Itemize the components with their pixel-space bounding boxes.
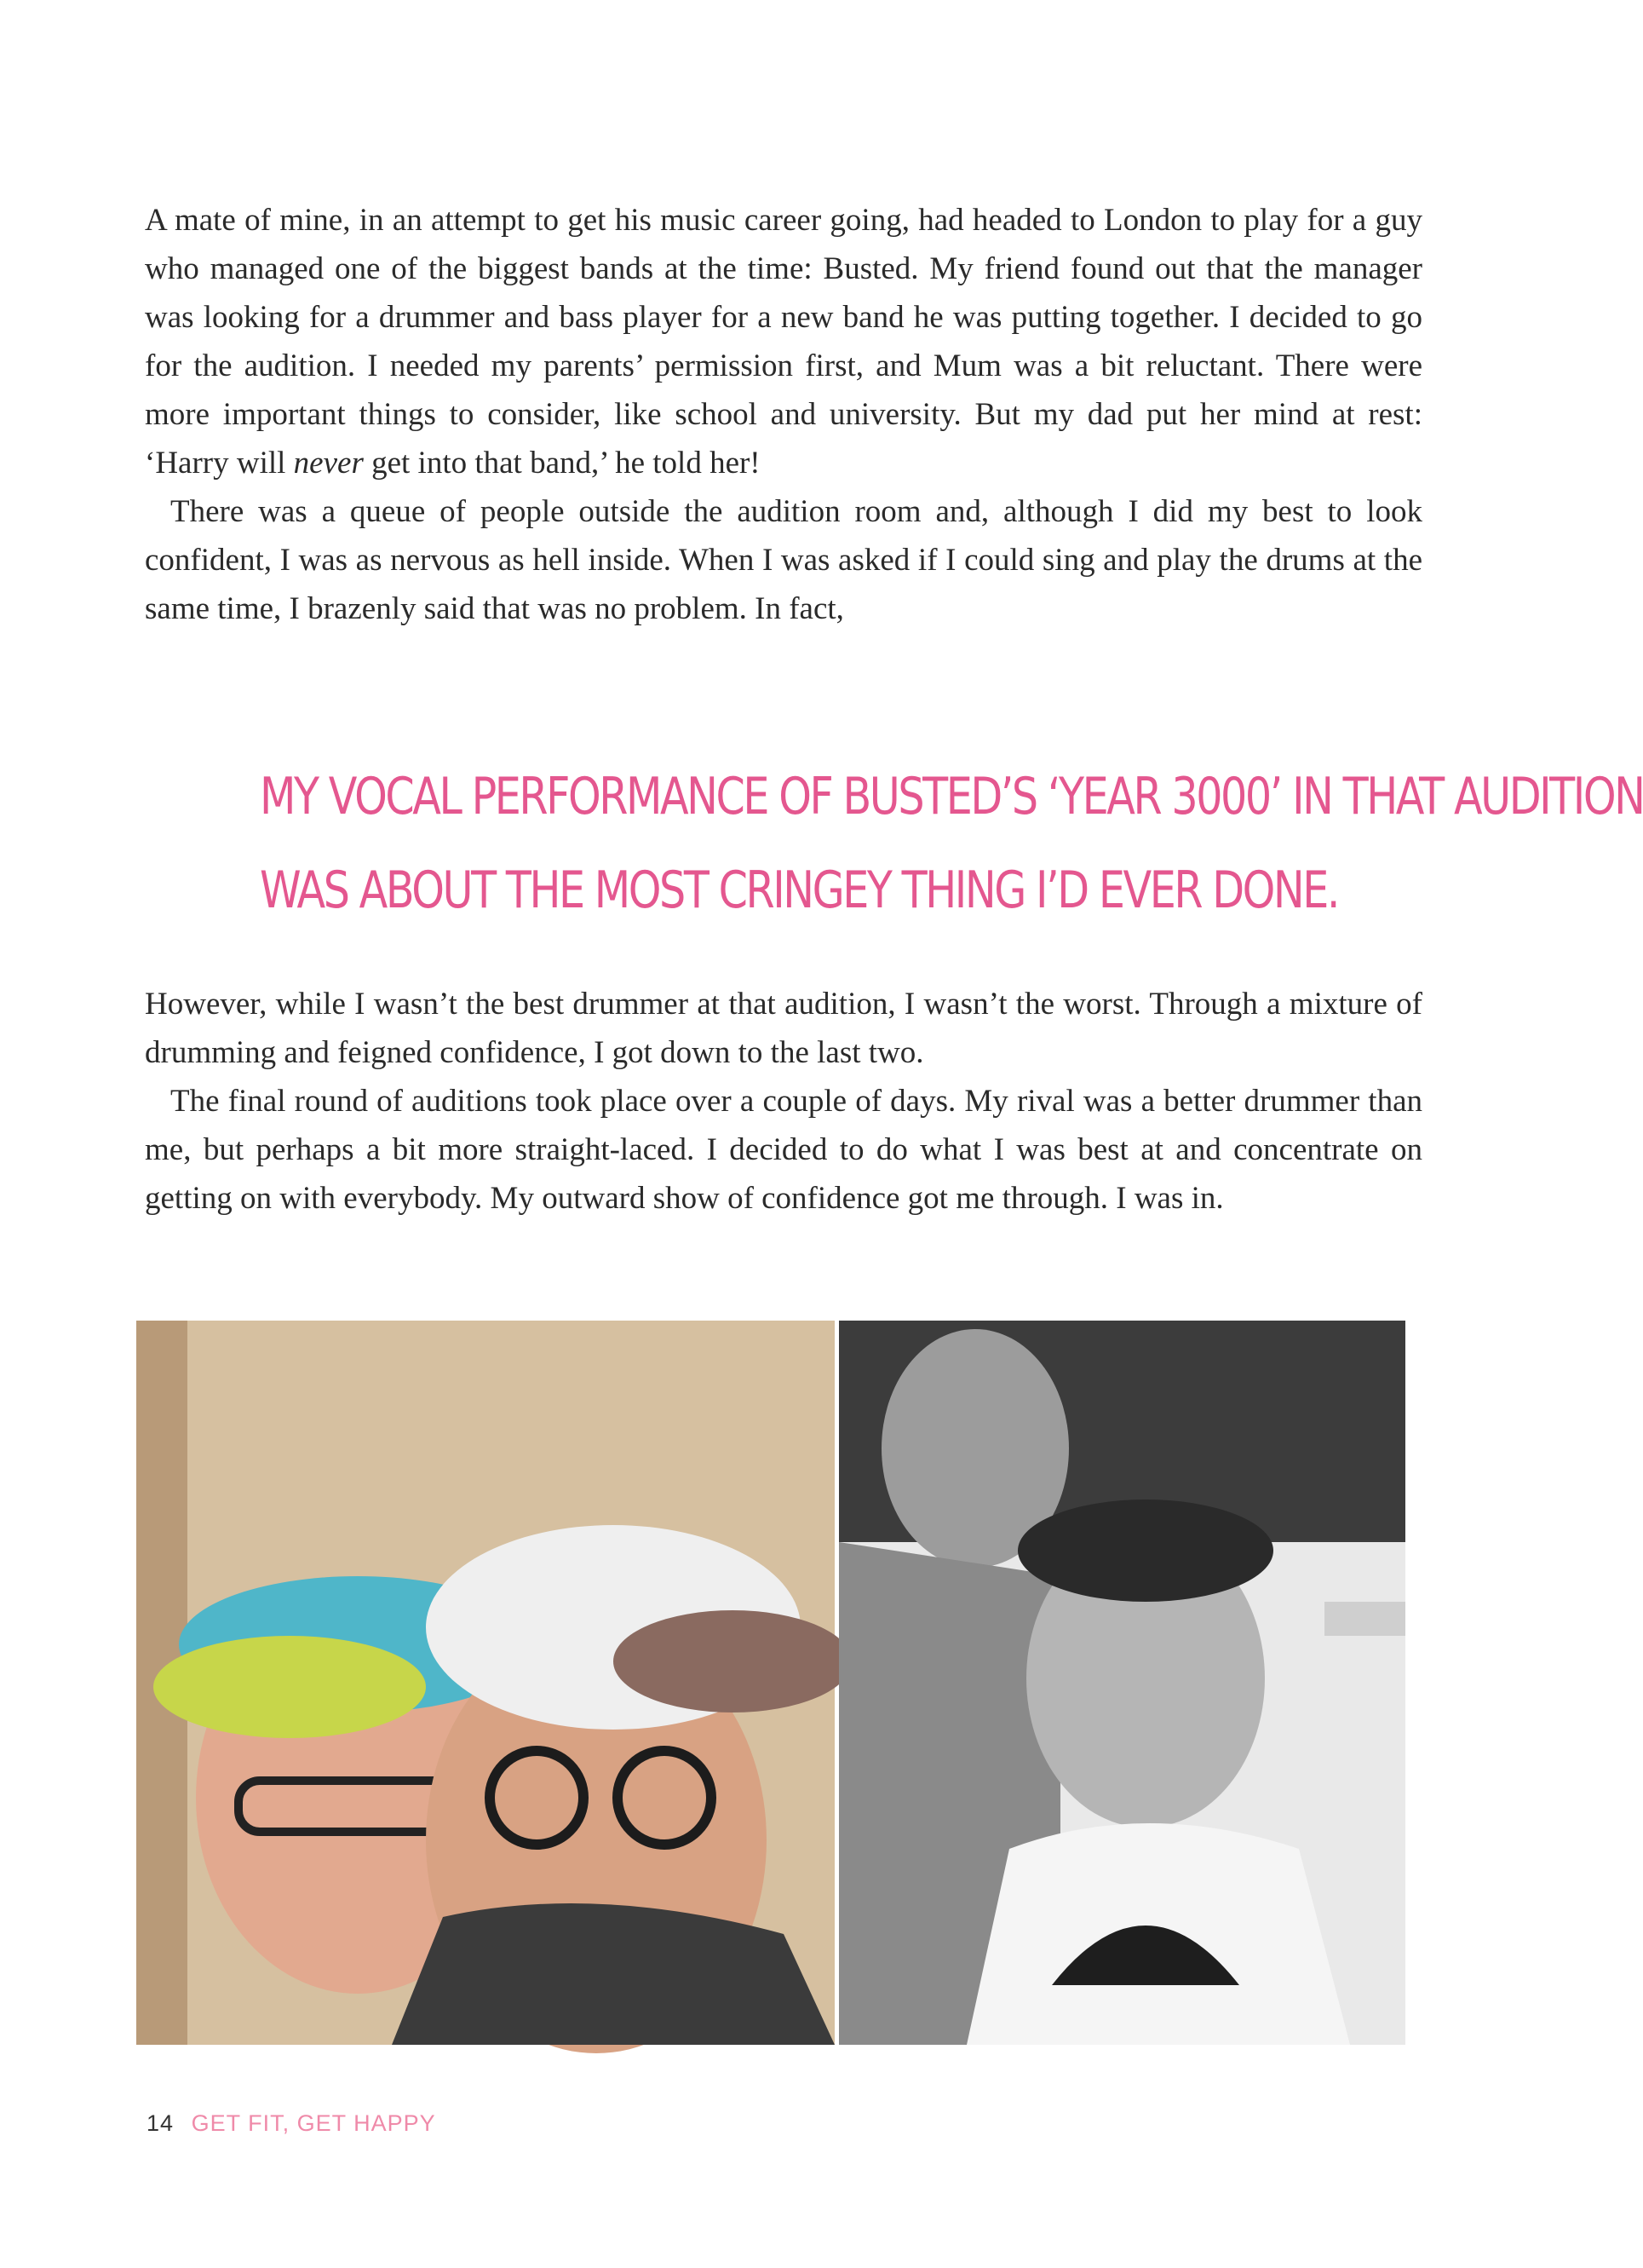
paragraph-1: A mate of mine, in an attempt to get his music career going, had headed to London to play for a guy who managed one of the biggest bands at the time: Busted. My friend found out that the manager was looking for a drummer and bass player for a new band he was putting together. I decided to go for the audition. I needed my parents’ permission first, and Mum was a bit reluctant. There were more important things to consider, like school and university. But my dad put her mind at rest: ‘Harry will never get into that band,’ he told her! — [145, 203, 1422, 481]
photo-friends-selfie — [136, 1321, 835, 2045]
pull-quote — [260, 750, 1643, 937]
paragraph-4: The final round of auditions took place over a couple of days. My rival was a better drummer than me, but perhaps a bit more straight-laced. I decided to do what I was best at and concentrate on getting on with everybody. My outward show of confidence got me through. I was in. — [145, 1084, 1422, 1216]
photo-left-illustration — [136, 1321, 835, 2045]
emphasis-never: never — [293, 446, 364, 481]
paragraph-3: However, while I wasn’t the best drummer at that audition, I wasn’t the worst. Through a mixture of drumming and feigned confidence, I got down to the last two. — [145, 987, 1422, 1070]
running-title: GET FIT, GET HAPPY — [191, 2110, 436, 2136]
paragraph-2: There was a queue of people outside the audition room and, although I did my best to look confident, I was as nervous as hell inside. When I was asked if I could sing and play the drums at the same time, I brazenly said that was no problem. In fact, — [145, 494, 1422, 626]
photo-bandmates-portrait — [839, 1321, 1405, 2045]
body-text-bottom — [145, 980, 1422, 1223]
page-number: 14 — [146, 2110, 175, 2136]
page-footer — [146, 2109, 436, 2138]
pull-quote-line-2: WAS ABOUT THE MOST CRINGEY THING I’D EVER DONE. — [260, 861, 1339, 920]
body-text-top — [145, 196, 1422, 633]
pull-quote-line-1: MY VOCAL PERFORMANCE OF BUSTED’S ‘YEAR 3000’ IN THAT AUDITION — [260, 767, 1643, 826]
photo-right-illustration — [839, 1321, 1405, 2045]
